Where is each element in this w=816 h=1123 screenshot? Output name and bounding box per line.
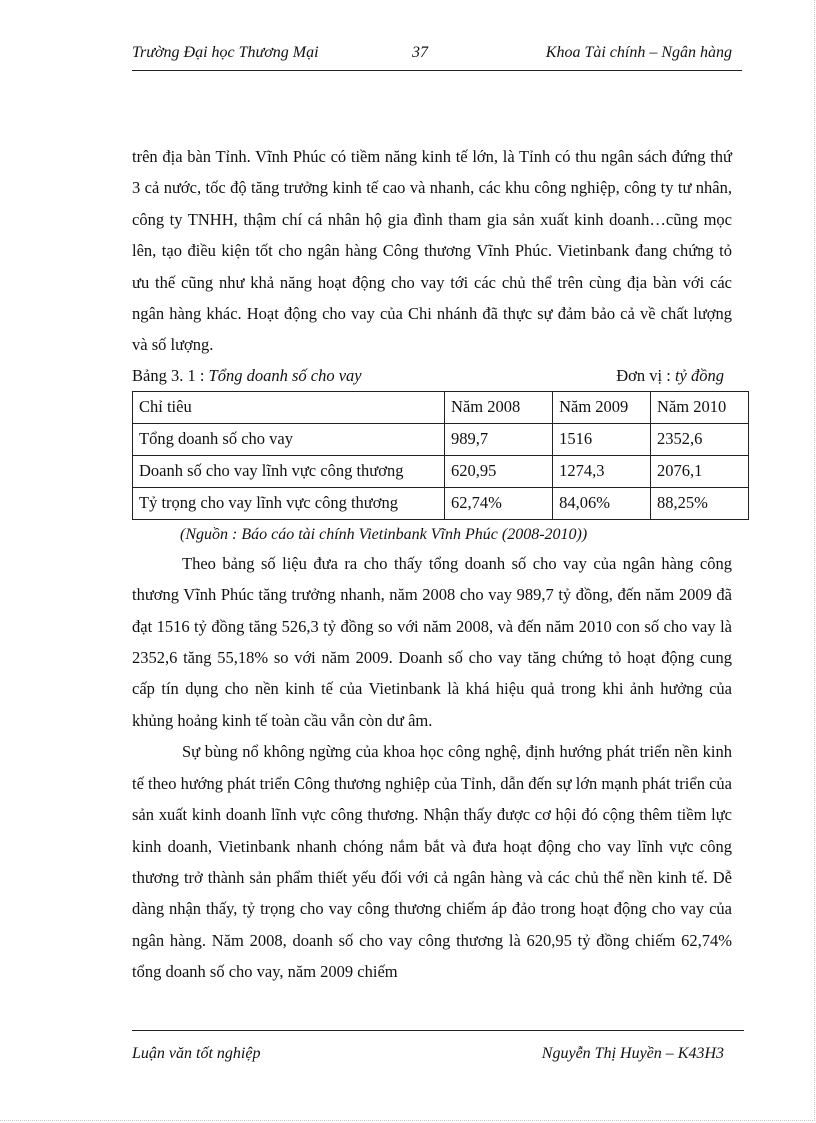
table-cell: 989,7 bbox=[445, 423, 553, 455]
table-cell: 1274,3 bbox=[553, 455, 651, 487]
paragraph-analysis: Theo bảng số liệu đưa ra cho thấy tổng doanh số cho vay của ngân hàng công thương Vĩnh Phúc tăng trưởng nhanh, năm 2008 cho vay 989,7 tỷ đồng, đến năm 2009 đã đạt 1516 tỷ đồng tăng 526,3 tỷ đồng so với năm 2008, và đến năm 2010 con số cho vay là 2352,6 tăng 55,18% so với năm 2009. Doanh số cho vay tăng chứng tỏ hoạt động cung cấp tín dụng cho nền kinh tế của Vietinbank là khá hiệu quả trong khi ảnh hưởng của khủng hoảng kinh tế toàn cầu vẫn còn dư âm. bbox=[132, 553, 732, 730]
table-row bbox=[133, 423, 749, 455]
table-unit bbox=[616, 363, 724, 389]
table-cell: Tỷ trọng cho vay lĩnh vực công thương bbox=[133, 487, 445, 519]
header-school-name: Trường Đại học Thương Mại bbox=[132, 44, 319, 61]
table-header-cell: Năm 2008 bbox=[445, 391, 553, 423]
footer-author: Nguyễn Thị Huyền – K43H3 bbox=[541, 1045, 724, 1062]
table-cell: 2076,1 bbox=[651, 455, 749, 487]
table-cell: 620,95 bbox=[445, 455, 553, 487]
table-header-cell: Năm 2009 bbox=[553, 391, 651, 423]
loan-revenue-table bbox=[132, 391, 749, 520]
page-body bbox=[132, 141, 732, 988]
table-cell: 2352,6 bbox=[651, 423, 749, 455]
table-cell: Tổng doanh số cho vay bbox=[133, 423, 445, 455]
page-header bbox=[132, 40, 742, 71]
header-page-number: 37 bbox=[412, 44, 428, 61]
table-caption-title: Tổng doanh số cho vay bbox=[208, 365, 362, 385]
table-unit-prefix: Đơn vị : bbox=[616, 365, 675, 385]
table-unit-value: tỷ đồng bbox=[674, 365, 724, 385]
table-cell: 84,06% bbox=[553, 487, 651, 519]
page-footer bbox=[132, 1030, 744, 1062]
table-header-cell: Chỉ tiêu bbox=[133, 391, 445, 423]
table-source-note: (Nguồn : Báo cáo tài chính Vietinbank Vĩnh Phúc (2008-2010)) bbox=[180, 525, 588, 543]
table-cell: Doanh số cho vay lĩnh vực công thương bbox=[133, 455, 445, 487]
header-faculty-name: Khoa Tài chính – Ngân hàng bbox=[545, 44, 732, 61]
table-row bbox=[133, 455, 749, 487]
table-header-cell: Năm 2010 bbox=[651, 391, 749, 423]
table-cell: 88,25% bbox=[651, 487, 749, 519]
table-header-row bbox=[133, 391, 749, 423]
footer-thesis-label: Luận văn tốt nghiệp bbox=[132, 1045, 261, 1062]
paragraph-industry: Sự bùng nổ không ngừng của khoa học công nghệ, định hướng phát triển nền kinh tế theo hướng phát triển Công thương nghiệp của Tỉnh, dẫn đến sự lớn mạnh phát triển của sản xuất kinh doanh lĩnh vực công thương. Nhận thấy được cơ hội đó cộng thêm tiềm lực kinh doanh, Vietinbank nhanh chóng nắm bắt và đưa hoạt động cho vay lĩnh vực công thương trở thành sản phẩm thiết yếu đối với cả ngân hàng và các chủ thể nền kinh tế. Dễ dàng nhận thấy, tỷ trọng cho vay công thương chiếm áp đảo trong hoạt động cho vay của ngân hàng. Năm 2008, doanh số cho vay công thương là 620,95 tỷ đồng chiếm 62,74% tổng doanh số cho vay, năm 2009 chiếm bbox=[132, 742, 732, 982]
table-cell: 62,74% bbox=[445, 487, 553, 519]
table-caption-row bbox=[132, 363, 732, 389]
paragraph-intro: trên địa bàn Tỉnh. Vĩnh Phúc có tiềm năng kinh tế lớn, là Tỉnh có thu ngân sách đứng thứ 3 cả nước, tốc độ tăng trưởng kinh tế cao và nhanh, các khu công nghiệp, công ty tư nhân, công ty TNHH, thậm chí cá nhân hộ gia đình tham gia sản xuất kinh doanh…cũng mọc lên, tạo điều kiện tốt cho ngân hàng Công thương Vĩnh Phúc. Vietinbank đang chứng tỏ ưu thế cũng như khả năng hoạt động cho vay tới các chủ thể trên cùng địa bàn với các ngân hàng khác. Hoạt động cho vay của Chi nhánh đã thực sự đảm bảo cả về chất lượng và số lượng. bbox=[132, 147, 732, 355]
table-cell: 1516 bbox=[553, 423, 651, 455]
table-caption-prefix: Bảng 3. 1 : bbox=[132, 365, 209, 385]
table-row bbox=[133, 487, 749, 519]
table-caption bbox=[132, 363, 362, 389]
